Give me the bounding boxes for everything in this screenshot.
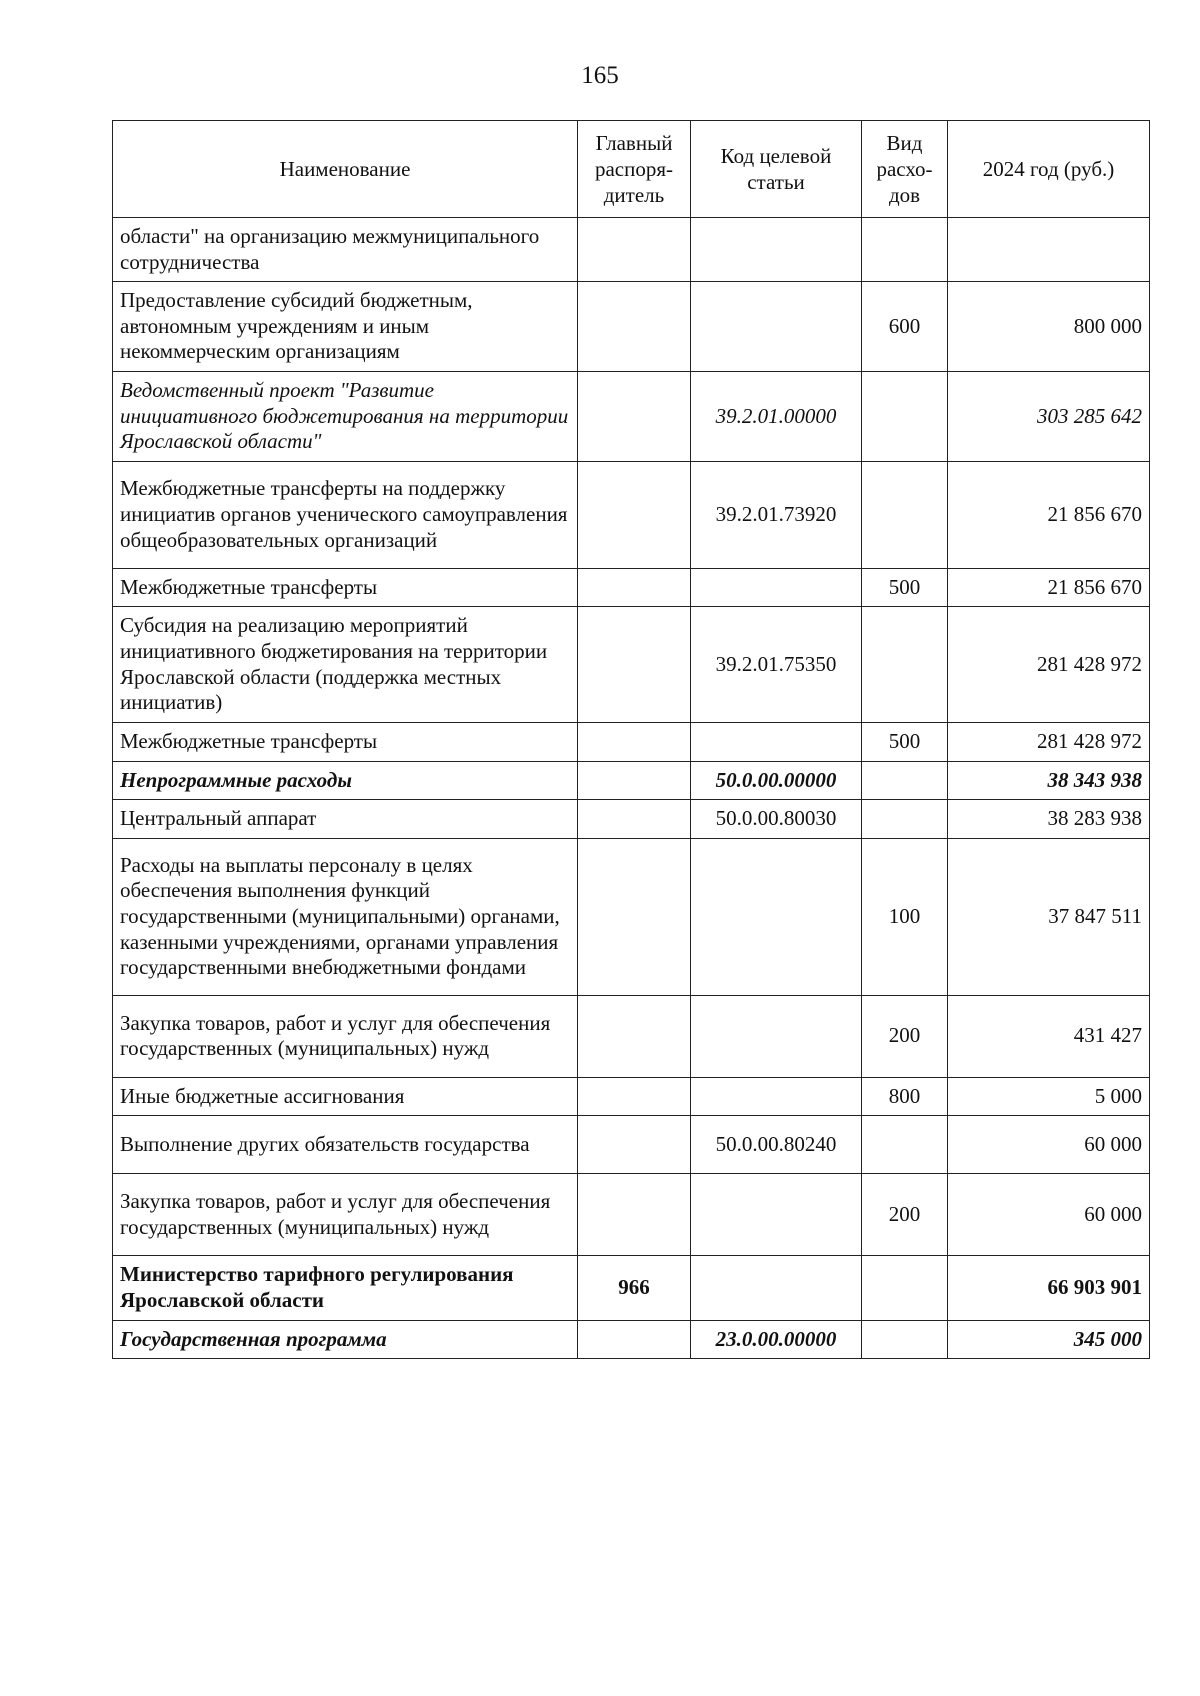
cell-type: [862, 218, 948, 282]
cell-type: [862, 1116, 948, 1174]
table-row: [113, 995, 1150, 1077]
cell-name: Непрограммные расходы: [113, 761, 578, 800]
cell-sum: 800 000: [948, 282, 1150, 372]
cell-admin: [578, 800, 691, 839]
table-row: [113, 282, 1150, 372]
cell-sum: 60 000: [948, 1116, 1150, 1174]
cell-type: [862, 1256, 948, 1320]
cell-code: 39.2.01.75350: [691, 607, 862, 722]
cell-name: Расходы на выплаты персоналу в целях обеспечения выполнения функций государственными (муниципальными) органами, казенными учреждениями, органами управления государственными внебюджетными фондами: [113, 838, 578, 995]
table-row: [113, 1077, 1150, 1116]
table-row: [113, 1116, 1150, 1174]
cell-code: [691, 1077, 862, 1116]
cell-admin: [578, 995, 691, 1077]
cell-code: 50.0.00.80030: [691, 800, 862, 839]
cell-name: Закупка товаров, работ и услуг для обеспечения государственных (муниципальных) нужд: [113, 995, 578, 1077]
cell-sum: [948, 218, 1150, 282]
cell-type: 200: [862, 1174, 948, 1256]
table-row: [113, 722, 1150, 761]
header-type: Вид расхо-дов: [862, 121, 948, 218]
cell-code: [691, 282, 862, 372]
cell-sum: 21 856 670: [948, 461, 1150, 568]
cell-admin: [578, 218, 691, 282]
cell-type: 600: [862, 282, 948, 372]
cell-type: [862, 1320, 948, 1359]
table-row: [113, 1174, 1150, 1256]
cell-name: Субсидия на реализацию мероприятий инициативного бюджетирования на территории Ярославской области (поддержка местных инициатив): [113, 607, 578, 722]
header-code: Код целевой статьи: [691, 121, 862, 218]
cell-sum: 431 427: [948, 995, 1150, 1077]
cell-sum: 281 428 972: [948, 722, 1150, 761]
cell-code: 39.2.01.00000: [691, 372, 862, 462]
cell-type: [862, 607, 948, 722]
cell-admin: [578, 1320, 691, 1359]
cell-admin: [578, 607, 691, 722]
cell-admin: 966: [578, 1256, 691, 1320]
cell-type: 500: [862, 722, 948, 761]
budget-table: [112, 120, 1150, 1359]
cell-type: [862, 372, 948, 462]
cell-sum: 5 000: [948, 1077, 1150, 1116]
table-row: [113, 800, 1150, 839]
cell-type: 500: [862, 568, 948, 607]
table-row: [113, 838, 1150, 995]
cell-sum: 303 285 642: [948, 372, 1150, 462]
table-row: [113, 461, 1150, 568]
table-row: [113, 372, 1150, 462]
cell-name: Межбюджетные трансферты: [113, 722, 578, 761]
cell-code: 50.0.00.00000: [691, 761, 862, 800]
cell-admin: [578, 1077, 691, 1116]
cell-admin: [578, 372, 691, 462]
header-sum: 2024 год (руб.): [948, 121, 1150, 218]
cell-code: [691, 1174, 862, 1256]
cell-type: 100: [862, 838, 948, 995]
cell-code: [691, 995, 862, 1077]
cell-admin: [578, 461, 691, 568]
cell-sum: 345 000: [948, 1320, 1150, 1359]
header-admin: Главный распоря-дитель: [578, 121, 691, 218]
cell-code: [691, 1256, 862, 1320]
cell-name: области" на организацию межмуниципального сотрудничества: [113, 218, 578, 282]
cell-sum: 60 000: [948, 1174, 1150, 1256]
cell-sum: 66 903 901: [948, 1256, 1150, 1320]
cell-admin: [578, 282, 691, 372]
cell-type: 800: [862, 1077, 948, 1116]
cell-admin: [578, 1116, 691, 1174]
cell-admin: [578, 838, 691, 995]
table-row: [113, 1320, 1150, 1359]
cell-code: 39.2.01.73920: [691, 461, 862, 568]
cell-sum: 38 343 938: [948, 761, 1150, 800]
cell-name: Предоставление субсидий бюджетным, автономным учреждениям и иным некоммерческим организациям: [113, 282, 578, 372]
cell-sum: 281 428 972: [948, 607, 1150, 722]
cell-admin: [578, 761, 691, 800]
table-row: [113, 568, 1150, 607]
cell-admin: [578, 722, 691, 761]
page-number: 165: [581, 62, 619, 89]
cell-name: Ведомственный проект "Развитие инициативного бюджетирования на территории Ярославской области": [113, 372, 578, 462]
cell-code: 23.0.00.00000: [691, 1320, 862, 1359]
table-row: [113, 607, 1150, 722]
cell-code: 50.0.00.80240: [691, 1116, 862, 1174]
cell-name: Иные бюджетные ассигнования: [113, 1077, 578, 1116]
table-header-row: [113, 121, 1150, 218]
table-row: [113, 1256, 1150, 1320]
cell-code: [691, 722, 862, 761]
cell-name: Выполнение других обязательств государства: [113, 1116, 578, 1174]
cell-code: [691, 838, 862, 995]
cell-name: Закупка товаров, работ и услуг для обеспечения государственных (муниципальных) нужд: [113, 1174, 578, 1256]
cell-admin: [578, 1174, 691, 1256]
cell-name: Центральный аппарат: [113, 800, 578, 839]
cell-code: [691, 568, 862, 607]
cell-sum: 21 856 670: [948, 568, 1150, 607]
header-name: Наименование: [113, 121, 578, 218]
cell-name: Министерство тарифного регулирования Ярославской области: [113, 1256, 578, 1320]
cell-admin: [578, 568, 691, 607]
cell-sum: 37 847 511: [948, 838, 1150, 995]
table-body: [113, 218, 1150, 1359]
table-row: [113, 761, 1150, 800]
cell-type: 200: [862, 995, 948, 1077]
cell-type: [862, 761, 948, 800]
cell-name: Межбюджетные трансферты на поддержку инициатив органов ученического самоуправления общеобразовательных организаций: [113, 461, 578, 568]
cell-type: [862, 461, 948, 568]
cell-sum: 38 283 938: [948, 800, 1150, 839]
cell-type: [862, 800, 948, 839]
cell-name: Государственная программа: [113, 1320, 578, 1359]
table-row: [113, 218, 1150, 282]
cell-name: Межбюджетные трансферты: [113, 568, 578, 607]
cell-code: [691, 218, 862, 282]
